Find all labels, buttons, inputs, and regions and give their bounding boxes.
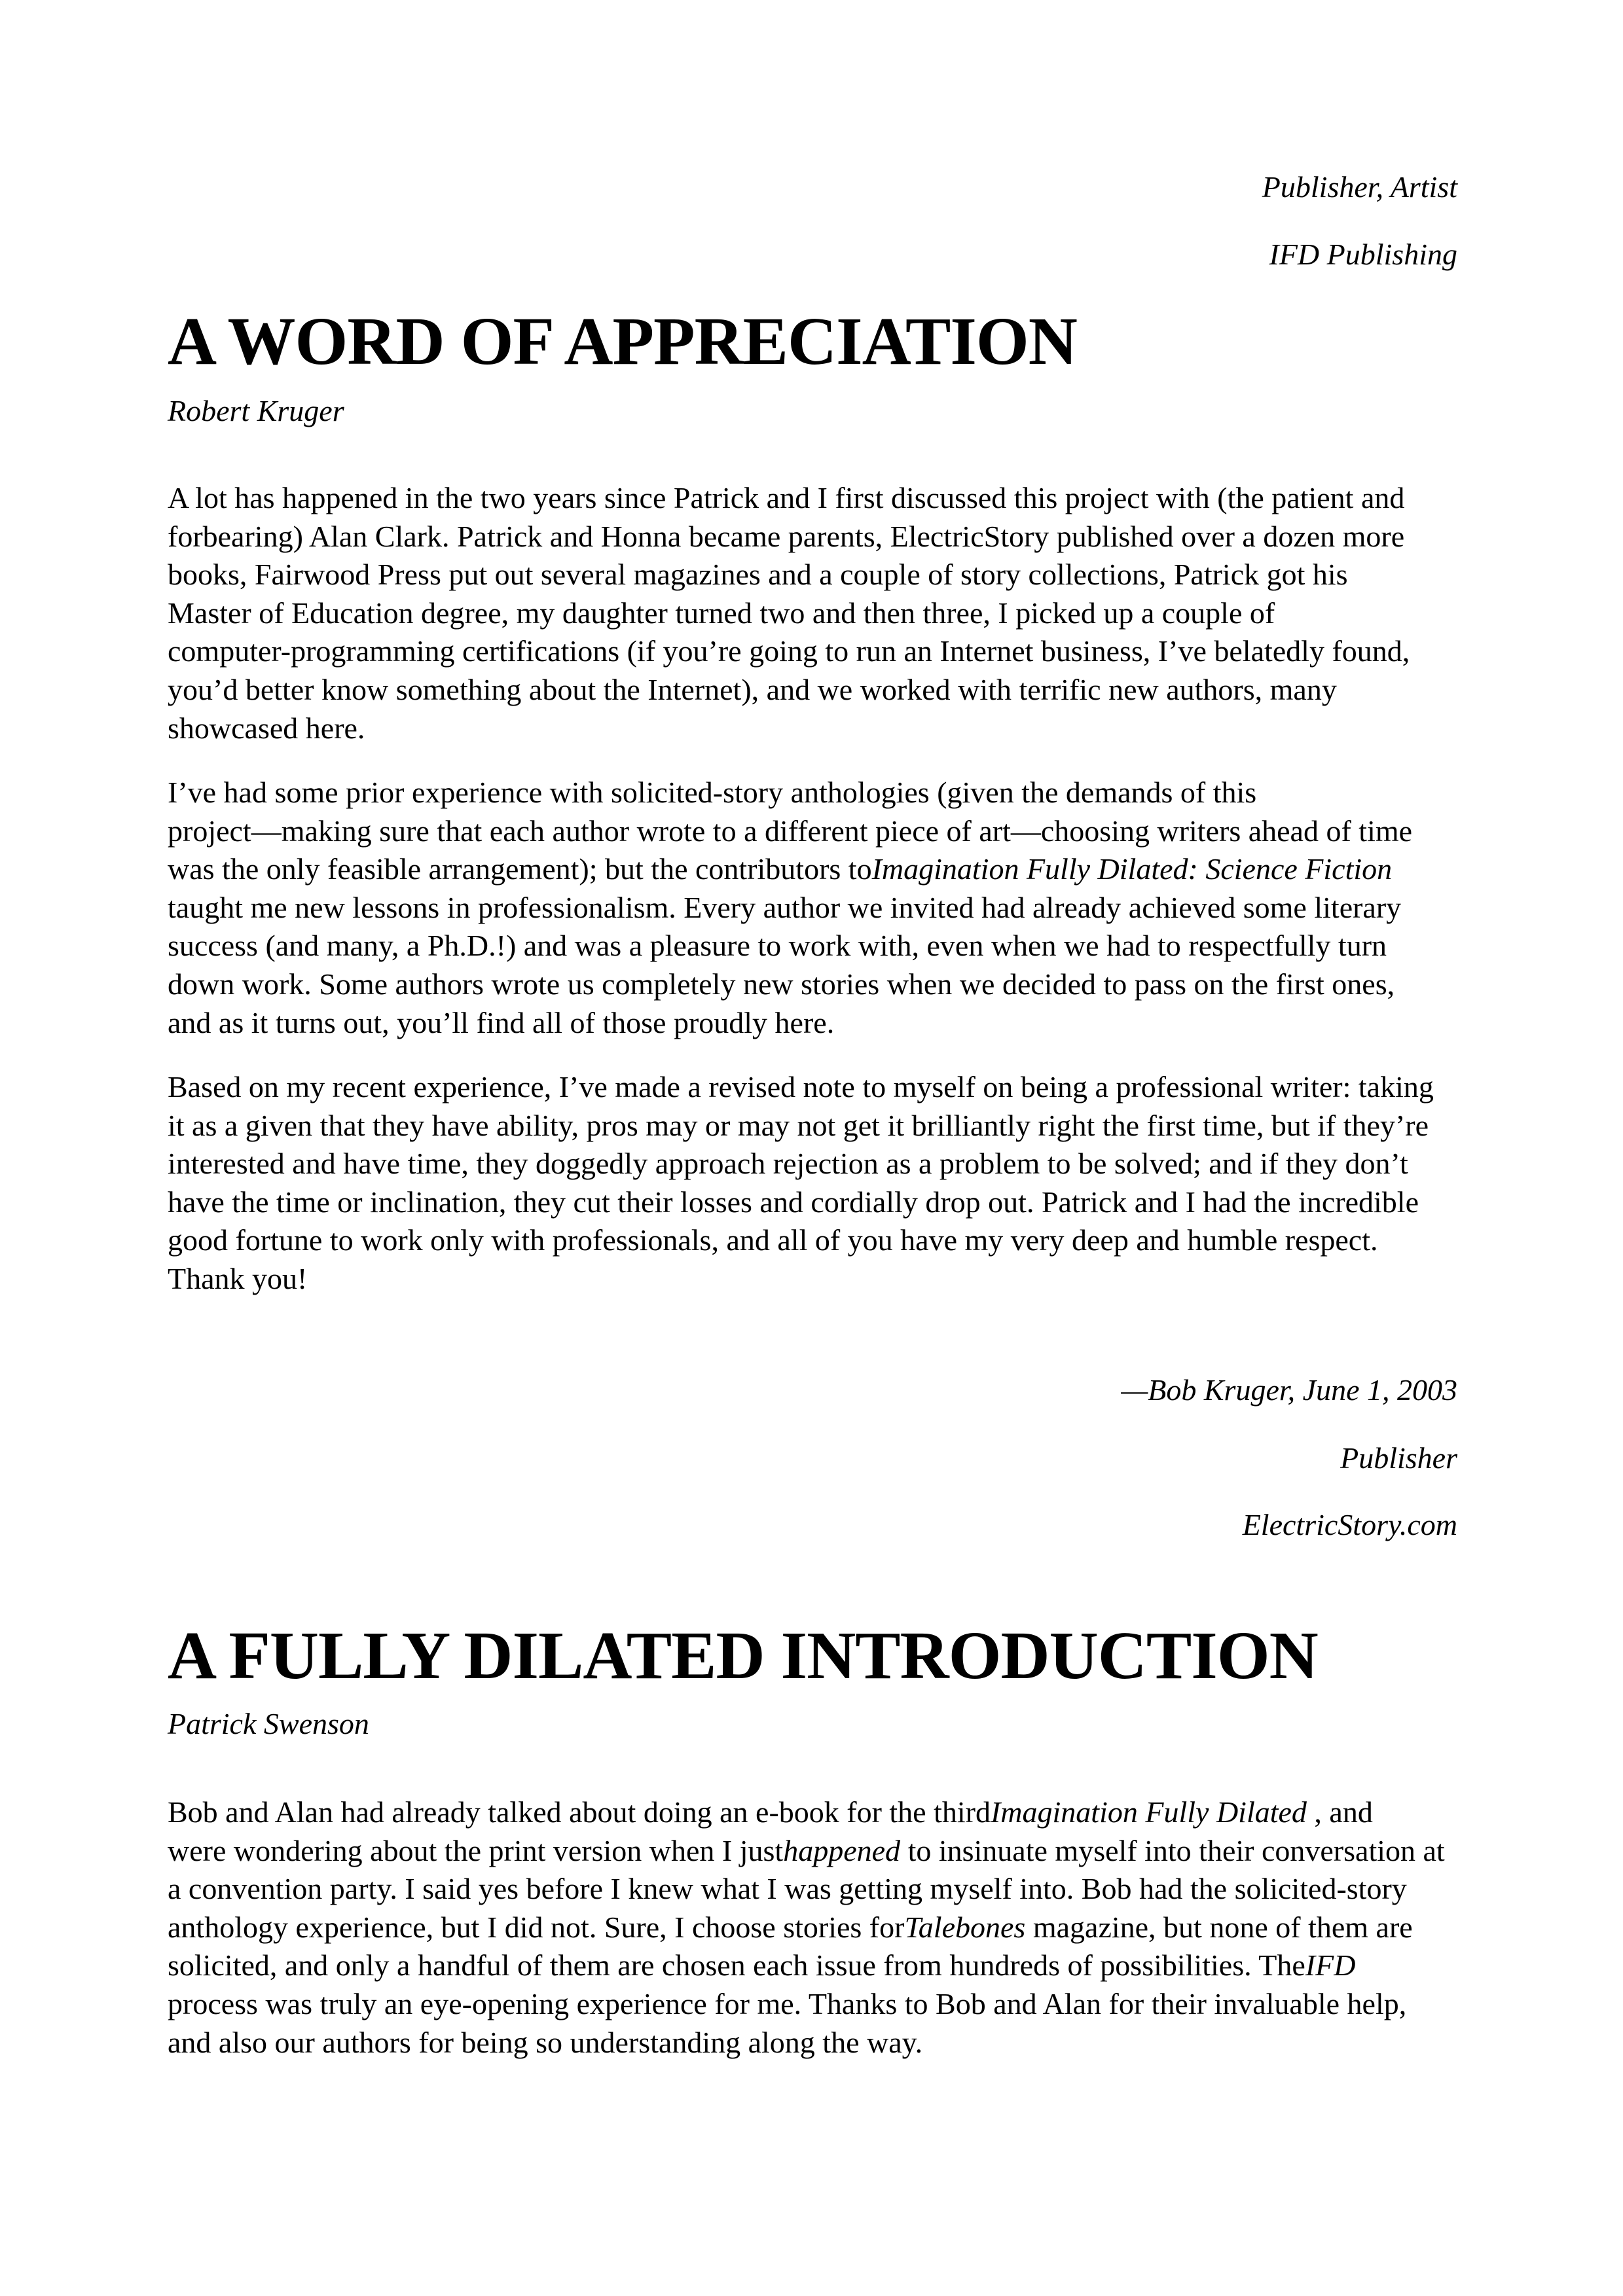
prev-signature-org: IFD Publishing <box>1269 238 1457 271</box>
text-line: computer-programming certifications (if you’re going to run an Internet business, I’ve belatedly found, <box>168 634 1410 668</box>
word-emphasis: happened <box>783 1833 901 1867</box>
text-line: Bob and Alan had already talked about doing an e-book for the thirdImagination Fully Dilated , and <box>168 1795 1373 1829</box>
text-line: solicited, and only a handful of them are chosen each issue from hundreds of possibilities. TheIFD <box>168 1948 1356 1982</box>
text-line: forbearing) Alan Clark. Patrick and Honna became parents, ElectricStory published over a dozen more <box>168 519 1405 553</box>
text-line: down work. Some authors wrote us completely new stories when we decided to pass on the first ones, <box>168 967 1395 1001</box>
section-title-introduction: A FULLY DILATED INTRODUCTION <box>168 1618 1318 1693</box>
text-line: and also our authors for being so understanding along the way. <box>168 2025 923 2059</box>
paragraph-introduction-1 <box>168 1793 1457 2062</box>
text-line: Thank you! <box>168 1261 308 1295</box>
document-page <box>168 0 1457 2296</box>
text-line: Based on my recent experience, I’ve made a revised note to myself on being a professional writer: taking <box>168 1070 1434 1103</box>
signature-line: —Bob Kruger, June 1, 2003 <box>1121 1373 1457 1407</box>
paragraph-appreciation-1 <box>168 479 1457 747</box>
text-line: a convention party. I said yes before I knew what I was getting myself into. Bob had the solicited-story <box>168 1872 1407 1906</box>
text-line: good fortune to work only with professionals, and all of you have my very deep and humble respect. <box>168 1223 1378 1257</box>
text-line: taught me new lessons in professionalism. Every author we invited had already achieved some literary <box>168 890 1402 924</box>
signature-role: Publisher <box>1340 1441 1457 1475</box>
text-line: I’ve had some prior experience with solicited-story anthologies (given the demands of this <box>168 776 1257 809</box>
book-title-emphasis: Imagination Fully Dilated: Science Fiction <box>871 852 1393 886</box>
text-line: Master of Education degree, my daughter turned two and then three, I picked up a couple of <box>168 596 1275 630</box>
paragraph-appreciation-3 <box>168 1068 1457 1299</box>
text-line: process was truly an eye-opening experience for me. Thanks to Bob and Alan for their invaluable help, <box>168 1986 1407 2020</box>
book-title-emphasis: Imagination Fully Dilated <box>990 1795 1307 1829</box>
text-line: it as a given that they have ability, pros may or may not get it brilliantly right the first time, but if they’re <box>168 1108 1429 1142</box>
section-title-appreciation: A WORD OF APPRECIATION <box>168 304 1077 379</box>
text-line: was the only feasible arrangement); but the contributors toImagination Fully Dilated: Science Fiction <box>168 852 1393 886</box>
text-line: were wondering about the print version when I justhappened to insinuate myself into their conversation at <box>168 1833 1445 1867</box>
prev-signature-role: Publisher, Artist <box>1262 170 1457 204</box>
magazine-title-emphasis: Talebones <box>904 1910 1026 1944</box>
paragraph-appreciation-2 <box>168 774 1457 1042</box>
text-line: showcased here. <box>168 711 365 745</box>
signature-org: ElectricStory.com <box>1242 1508 1457 1541</box>
text-line: anthology experience, but I did not. Sure, I choose stories forTalebones magazine, but none of them are <box>168 1910 1413 1944</box>
text-line: interested and have time, they doggedly approach rejection as a problem to be solved; and if they don’t <box>168 1147 1408 1181</box>
section-author-swenson: Patrick Swenson <box>168 1707 369 1740</box>
acronym-emphasis: IFD <box>1305 1948 1356 1982</box>
text-line: success (and many, a Ph.D.!) and was a pleasure to work with, even when we had to respectfully turn <box>168 929 1387 963</box>
text-line: A lot has happened in the two years since Patrick and I first discussed this project with (the patient and <box>168 481 1405 514</box>
text-line: books, Fairwood Press put out several magazines and a couple of story collections, Patrick got his <box>168 558 1348 592</box>
section-author-kruger: Robert Kruger <box>168 394 344 427</box>
text-line: have the time or inclination, they cut their losses and cordially drop out. Patrick and I had the incredible <box>168 1185 1419 1219</box>
text-line: and as it turns out, you’ll find all of those proudly here. <box>168 1005 835 1039</box>
text-line: project—making sure that each author wrote to a different piece of art—choosing writers ahead of time <box>168 814 1413 848</box>
text-line: you’d better know something about the Internet), and we worked with terrific new authors, many <box>168 672 1337 706</box>
